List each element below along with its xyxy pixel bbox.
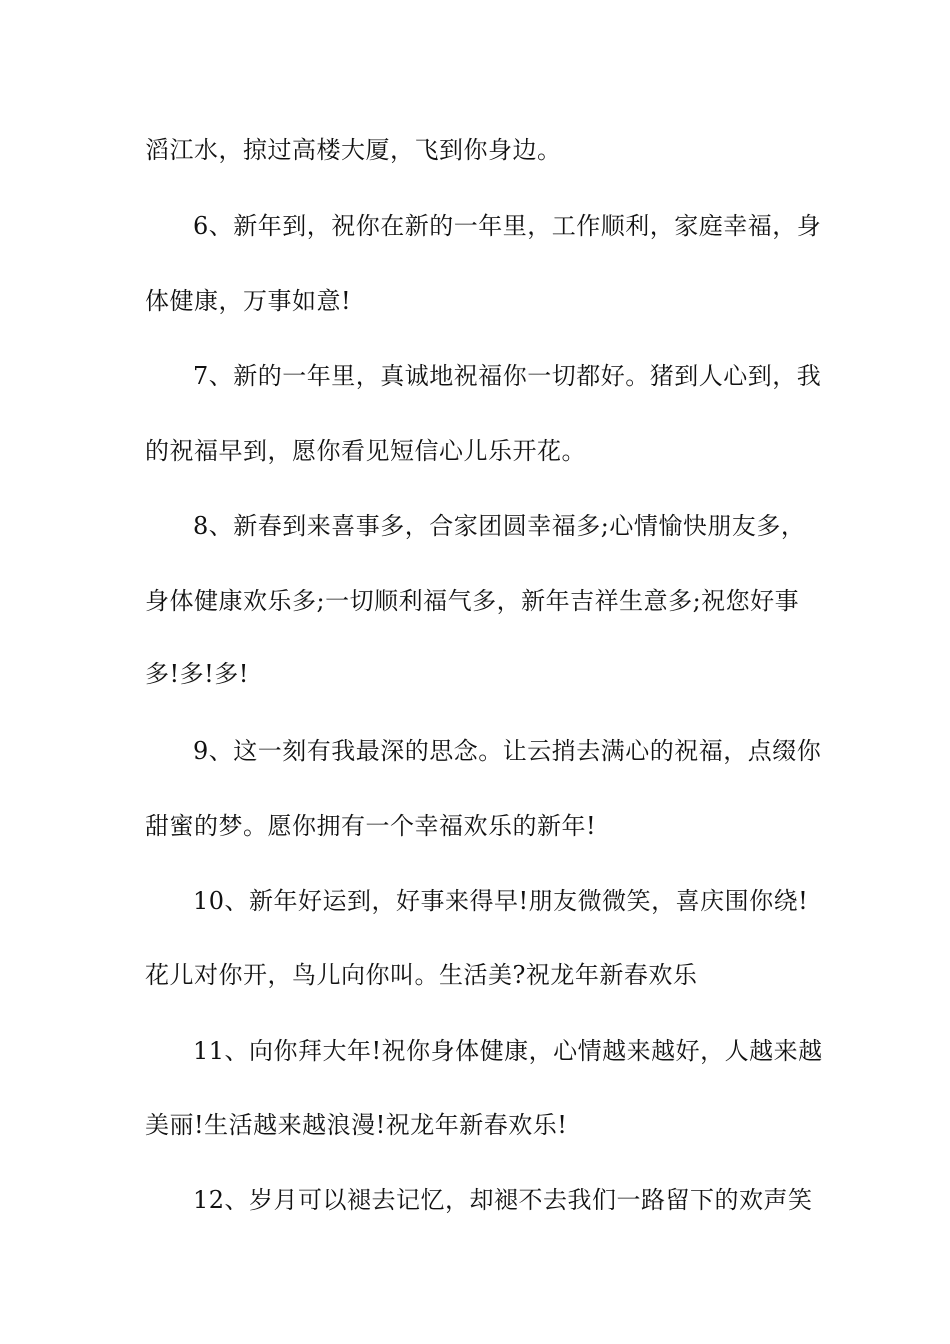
text-line: 9、这一刻有我最深的思念。让云捎去满心的祝福，点缀你: [193, 737, 822, 765]
text-line: 10、新年好运到，好事来得早!朋友微微笑，喜庆围你绕!: [193, 887, 809, 915]
text-line: 7、新的一年里，真诚地祝福你一切都好。猪到人心到，我: [193, 362, 822, 390]
text-line: 8、新春到来喜事多，合家团圆幸福多;心情愉快朋友多，: [193, 512, 806, 540]
text-line: 体健康，万事如意!: [145, 287, 352, 315]
text-line: 甜蜜的梦。愿你拥有一个幸福欢乐的新年!: [145, 812, 597, 840]
text-line: 滔江水，掠过高楼大厦，飞到你身边。: [145, 136, 562, 164]
text-line: 多!多!多!: [145, 660, 249, 688]
text-line: 花儿对你开，鸟儿向你叫。生活美?祝龙年新春欢乐: [145, 961, 698, 989]
text-line: 6、新年到，祝你在新的一年里，工作顺利，家庭幸福，身: [193, 212, 822, 240]
text-line: 11、向你拜大年!祝你身体健康，心情越来越好，人越来越: [193, 1037, 823, 1065]
text-line: 美丽!生活越来越浪漫!祝龙年新春欢乐!: [145, 1111, 568, 1139]
text-line: 12、岁月可以褪去记忆，却褪不去我们一路留下的欢声笑: [193, 1186, 813, 1214]
text-line: 的祝福早到，愿你看见短信心儿乐开花。: [145, 437, 586, 465]
text-line: 身体健康欢乐多;一切顺利福气多，新年吉祥生意多;祝您好事: [145, 587, 800, 615]
